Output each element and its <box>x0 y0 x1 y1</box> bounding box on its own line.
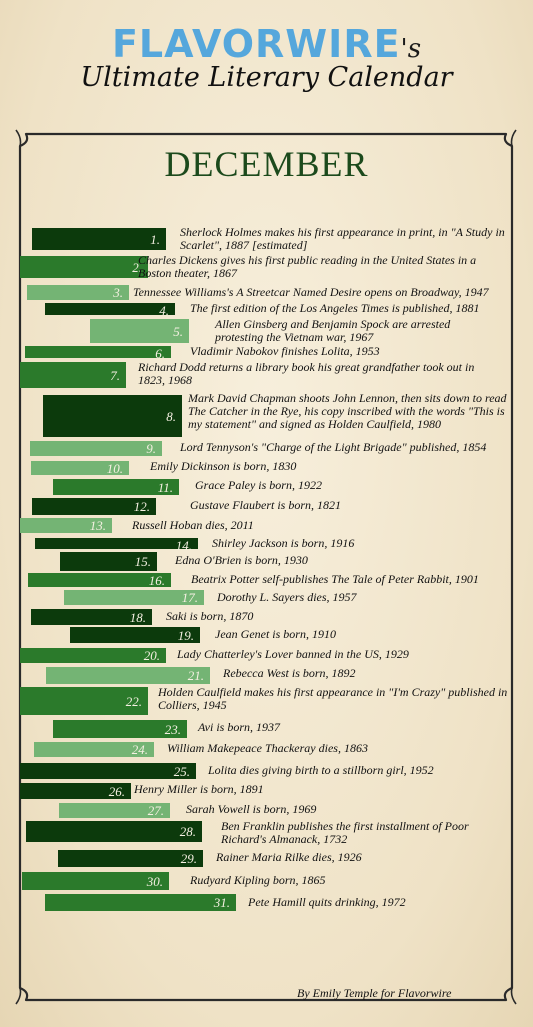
date-number: 12. <box>133 499 150 514</box>
event-text: Lady Chatterley's Lover banned in the US, 1929 <box>177 647 409 661</box>
event-text: Tennessee Williams's A Streetcar Named Desire opens on Broadway, 1947 <box>133 285 489 299</box>
date-number: 2. <box>132 259 142 275</box>
month-heading: DECEMBER <box>164 144 369 184</box>
event-text: Saki is born, 1870 <box>166 609 254 623</box>
event-text: Avi is born, 1937 <box>198 720 281 734</box>
event-text: Jean Genet is born, 1910 <box>215 627 336 641</box>
event-text: Allen Ginsberg and Benjamin Spock are arrested protesting the Vietnam war, 1967 <box>215 317 451 344</box>
event-text: Rebecca West is born, 1892 <box>223 666 356 680</box>
date-number: 3. <box>113 285 123 300</box>
event-text: William Makepeace Thackeray dies, 1863 <box>167 741 368 755</box>
event-text: Holden Caulfield makes his first appearance in "I'm Crazy" published in Colliers, 1945 <box>158 685 508 712</box>
date-number: 16. <box>148 573 165 588</box>
date-number: 30. <box>146 873 163 889</box>
date-number: 6. <box>155 346 165 361</box>
date-number: 24. <box>131 742 148 757</box>
event-text: Dorothy L. Sayers dies, 1957 <box>217 590 357 604</box>
date-number: 14. <box>175 538 192 553</box>
event-text: Rudyard Kipling born, 1865 <box>190 873 326 887</box>
event-text: Gustave Flaubert is born, 1821 <box>190 498 341 512</box>
event-text: Pete Hamill quits drinking, 1972 <box>248 895 406 909</box>
date-number: 17. <box>181 590 198 605</box>
date-number: 23. <box>164 721 181 737</box>
event-text: Vladimir Nabokov finishes Lolita, 1953 <box>190 344 380 358</box>
brand-header <box>0 22 533 66</box>
date-number: 10. <box>106 461 123 476</box>
event-text: Sherlock Holmes makes his first appearance in print, in "A Study in Scarlet", 1887 [estimated] <box>180 225 505 252</box>
event-text: Shirley Jackson is born, 1916 <box>212 536 355 550</box>
date-number: 15. <box>134 554 151 569</box>
date-number: 8. <box>166 408 176 424</box>
date-number: 13. <box>89 518 106 533</box>
date-number: 7. <box>110 367 120 383</box>
event-text: Henry Miller is born, 1891 <box>134 782 264 796</box>
date-number: 1. <box>150 231 160 247</box>
event-text: Lolita dies giving birth to a stillborn girl, 1952 <box>208 763 434 777</box>
event-text: Charles Dickens gives his first public reading in the United States in a Boston theater, 1867 <box>138 253 477 280</box>
event-text: Richard Dodd returns a library book his great grandfather took out in 1823, 1968 <box>138 360 475 387</box>
event-text: Rainer Maria Rilke dies, 1926 <box>216 850 362 864</box>
brand-suffix: 's <box>400 34 422 64</box>
event-text: Sarah Vowell is born, 1969 <box>186 802 317 816</box>
event-text: Lord Tennyson's "Charge of the Light Brigade" published, 1854 <box>180 440 487 454</box>
date-number: 31. <box>213 895 230 910</box>
date-number: 25. <box>173 763 190 779</box>
event-text: Emily Dickinson is born, 1830 <box>150 459 297 473</box>
date-number: 22. <box>125 693 142 709</box>
date-number: 11. <box>157 479 173 495</box>
event-text: Edna O'Brien is born, 1930 <box>175 553 308 567</box>
event-text: The first edition of the Los Angeles Times is published, 1881 <box>190 301 480 315</box>
date-number: 27. <box>147 803 164 818</box>
date-number: 29. <box>180 851 197 866</box>
date-number: 4. <box>159 303 169 318</box>
brand-logo: FLAVORWIRE <box>111 22 401 66</box>
event-text: Russell Hoban dies, 2011 <box>132 518 254 532</box>
date-number: 19. <box>177 627 194 643</box>
date-number: 20. <box>143 648 160 663</box>
poster-subtitle: Ultimate Literary Calendar <box>80 62 453 93</box>
event-text: Grace Paley is born, 1922 <box>195 478 322 492</box>
date-number: 21. <box>187 668 204 683</box>
credit-line: By Emily Temple for Flavorwire <box>297 986 452 1000</box>
date-number: 18. <box>129 609 146 625</box>
event-text: Ben Franklin publishes the first installment of Poor Richard's Almanack, 1732 <box>221 819 469 846</box>
date-number: 26. <box>108 783 125 799</box>
event-text: Beatrix Potter self-publishes The Tale of Peter Rabbit, 1901 <box>191 572 479 586</box>
event-text: Mark David Chapman shoots John Lennon, then sits down to read The Catcher in the Rye, his copy inscribed with the words "This is my statement" and signed as Holden Caulfield, 1980 <box>188 391 507 431</box>
date-number: 28. <box>179 824 196 839</box>
date-number: 5. <box>173 323 183 339</box>
date-number: 9. <box>146 441 156 456</box>
